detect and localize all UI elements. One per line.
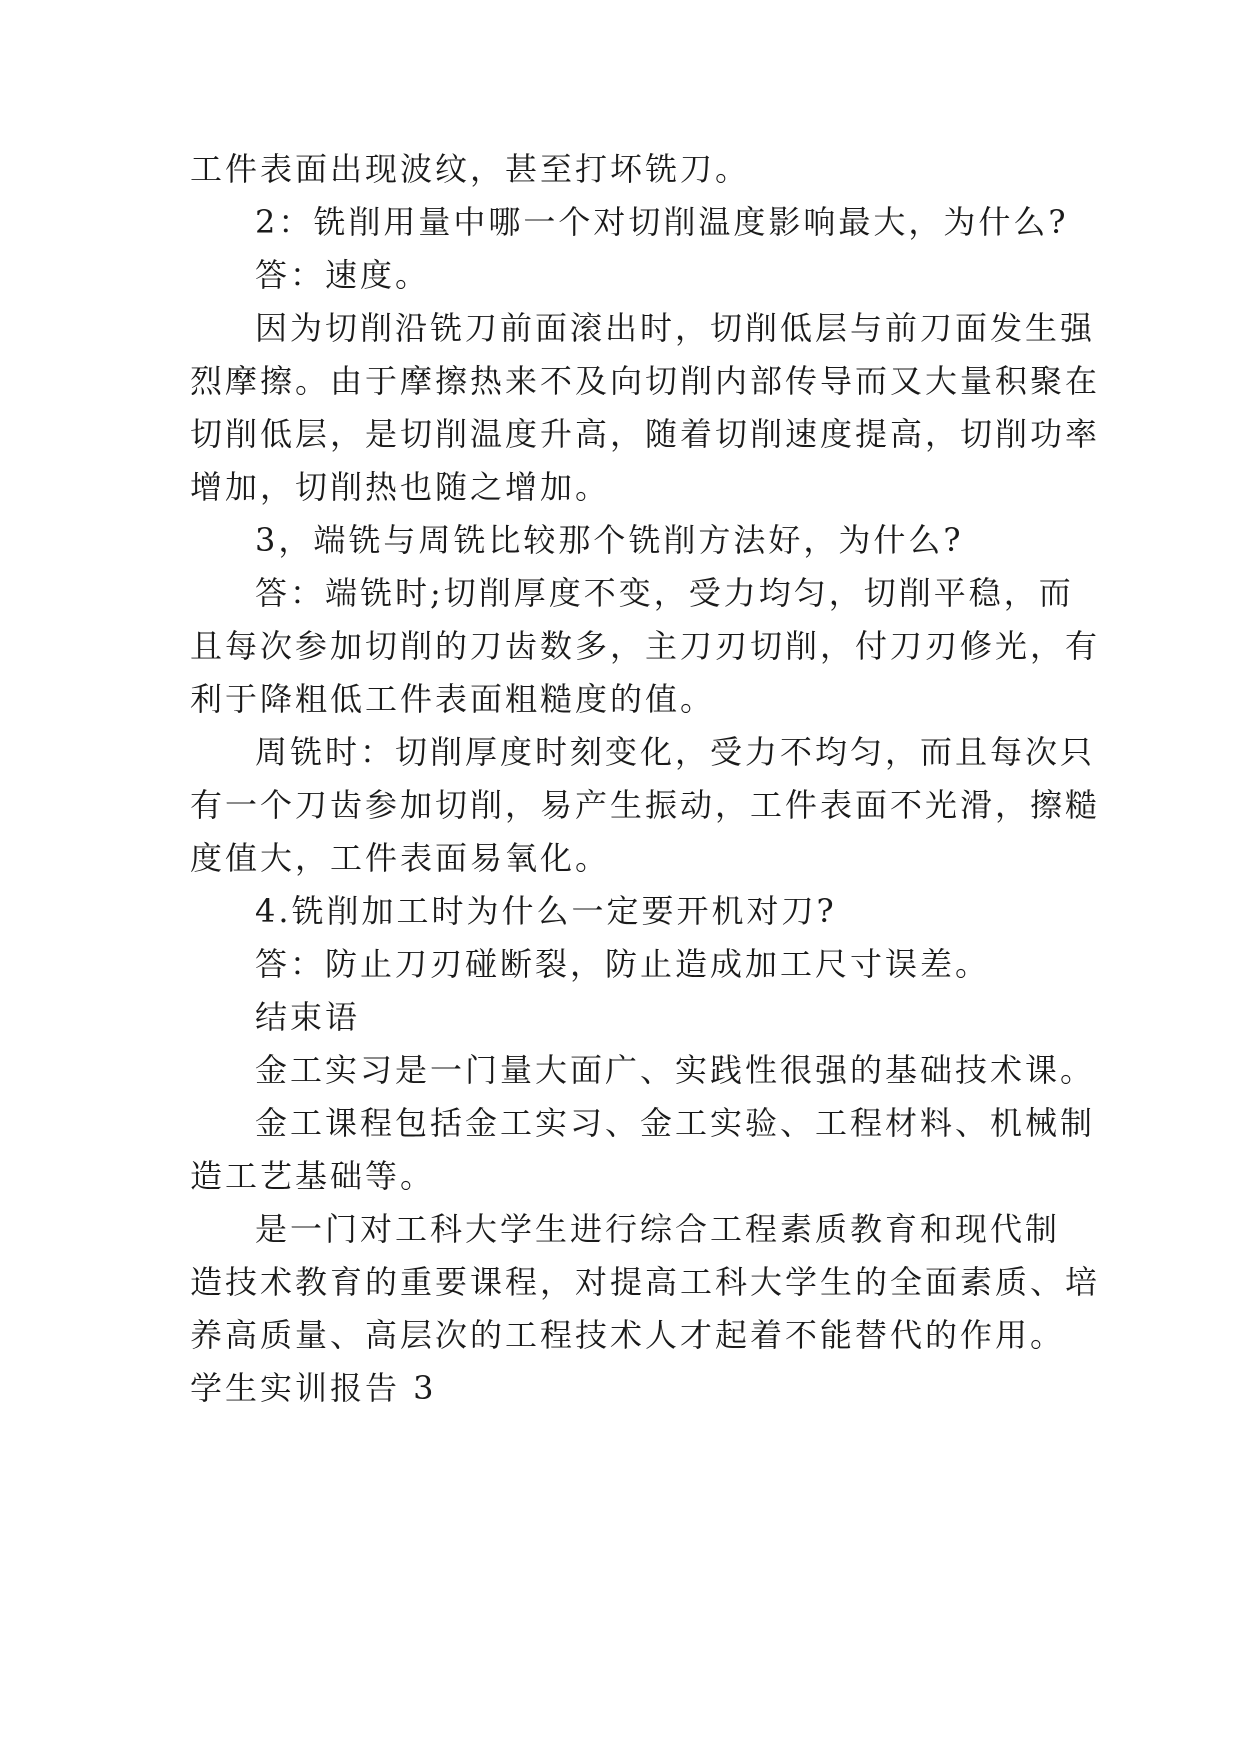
text-line: 烈摩擦。由于摩擦热来不及向切削内部传导而又大量积聚在 bbox=[190, 362, 1101, 400]
report-heading: 学生实训报告 3 bbox=[190, 1369, 437, 1407]
text-line: 周铣时：切削厚度时刻变化，受力不均匀，而且每次只 bbox=[255, 733, 1096, 771]
answer-2: 答：速度。 bbox=[255, 256, 431, 294]
text-line: 是一门对工科大学生进行综合工程素质教育和现代制 bbox=[255, 1210, 1061, 1248]
text-line: 利于降粗低工件表面粗糙度的值。 bbox=[190, 680, 716, 718]
text-line: 度值大，工件表面易氧化。 bbox=[190, 839, 611, 877]
text-line: 造技术教育的重要课程，对提高工科大学生的全面素质、培 bbox=[190, 1263, 1101, 1301]
question-4: 4.铣削加工时为什么一定要开机对刀? bbox=[255, 892, 837, 930]
question-2: 2：铣削用量中哪一个对切削温度影响最大，为什么? bbox=[255, 203, 1069, 241]
text-line: 切削低层，是切削温度升高，随着切削速度提高，切削功率 bbox=[190, 415, 1101, 453]
text-line: 有一个刀齿参加切削，易产生振动，工件表面不光滑，擦糙 bbox=[190, 786, 1101, 824]
text-line: 造工艺基础等。 bbox=[190, 1157, 436, 1195]
text-line: 因为切削沿铣刀前面滚出时，切削低层与前刀面发生强 bbox=[255, 309, 1096, 347]
question-3: 3，端铣与周铣比较那个铣削方法好，为什么? bbox=[255, 521, 964, 559]
text-line: 养高质量、高层次的工程技术人才起着不能替代的作用。 bbox=[190, 1316, 1066, 1354]
section-heading-conclusion: 结束语 bbox=[255, 998, 361, 1036]
text-line: 增加，切削热也随之增加。 bbox=[190, 468, 611, 506]
answer-3: 答：端铣时;切削厚度不变，受力均匀，切削平稳，而 bbox=[255, 574, 1074, 612]
answer-4: 答：防止刀刃碰断裂，防止造成加工尺寸误差。 bbox=[255, 945, 991, 983]
text-line: 金工实习是一门量大面广、实践性很强的基础技术课。 bbox=[255, 1051, 1096, 1089]
text-line: 金工课程包括金工实习、金工实验、工程材料、机械制 bbox=[255, 1104, 1096, 1142]
text-line: 且每次参加切削的刀齿数多，主刀刃切削，付刀刃修光，有 bbox=[190, 627, 1101, 665]
text-line: 工件表面出现波纹，甚至打坏铣刀。 bbox=[190, 150, 751, 188]
